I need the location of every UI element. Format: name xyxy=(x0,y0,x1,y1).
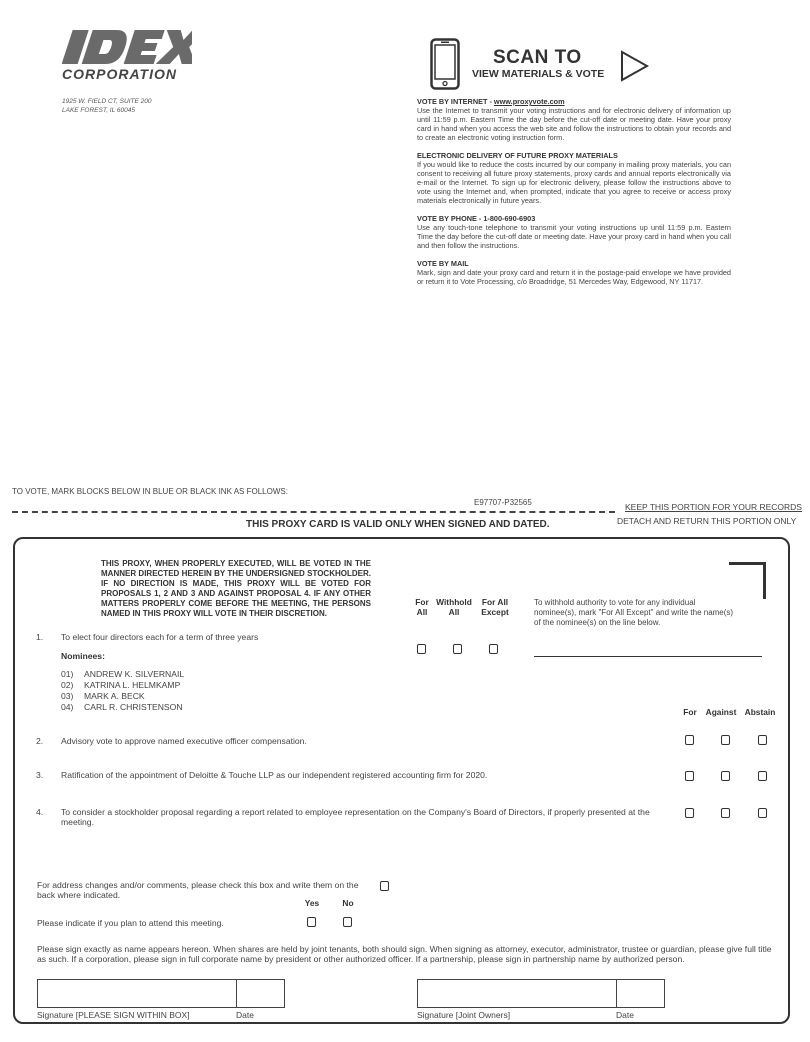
address-line-2: LAKE FOREST, IL 60045 xyxy=(62,107,135,114)
signature-label: Signature [PLEASE SIGN WITHIN BOX] xyxy=(37,1010,190,1020)
attend-yes-checkbox[interactable] xyxy=(307,917,316,927)
joint-date-label: Date xyxy=(616,1010,634,1020)
col-for-all: For All xyxy=(415,597,429,617)
joint-signature-box[interactable] xyxy=(417,979,617,1008)
proposal-2-against-checkbox[interactable] xyxy=(721,735,730,745)
vote-phone-body: Use any touch-tone telephone to transmit your voting instructions up until 11:59 p.m. Eastern Time the day before the cut-off date or meeting date. Have your proxy card in hand when you call and then follow the instructions. xyxy=(417,223,731,250)
col-for: For xyxy=(683,707,697,717)
proposal-2-for-checkbox[interactable] xyxy=(685,735,694,745)
electronic-delivery-body: If you would like to reduce the costs incurred by our company in mailing proxy materials, you can consent to receiving all future proxy statements, proxy cards and annual reports electronically via e-mail or the Internet. To sign up for electronic delivery, please follow the instructions above to vote using the Internet and, when prompted, indicate that you agree to receive or access proxy materials electronically in future years. xyxy=(417,160,731,205)
detach-line xyxy=(12,511,615,513)
joint-date-box[interactable] xyxy=(616,979,665,1008)
address-change-text: For address changes and/or comments, please check this box and write them on the back where indicated. xyxy=(37,880,359,900)
proposal-3-text: Ratification of the appointment of Deloitte & Touche LLP as our independent registered accounting firm for 2020. xyxy=(61,770,488,780)
proposal-1-text: To elect four directors each for a term of three years xyxy=(61,632,259,642)
sign-instructions: Please sign exactly as name appears hereon. When shares are held by joint tenants, both should sign. When signing as attorney, executor, administrator, trustee or guardian, please give full title as such. If a corporation, please sign in full corporate name by president or other authorized officer. If a partnership, please sign in partnership name by authorized person. xyxy=(37,944,772,964)
date-label: Date xyxy=(236,1010,254,1020)
yes-label: Yes xyxy=(304,898,320,908)
proposal-3-against-checkbox[interactable] xyxy=(721,771,730,781)
address-change-checkbox[interactable] xyxy=(380,881,389,891)
col-abstain: Abstain xyxy=(744,707,776,717)
address-line-1: 1925 W. FIELD CT, SUITE 200 xyxy=(62,98,152,105)
proposal-2-number: 2. xyxy=(36,736,44,746)
withhold-note: To withhold authority to vote for any individual nominee(s), mark "For All Except" and write the name(s) of the nominee(s) on the line below. xyxy=(534,598,734,627)
detach-portion-label: DETACH AND RETURN THIS PORTION ONLY xyxy=(617,516,797,526)
valid-notice: THIS PROXY CARD IS VALID ONLY WHEN SIGNED AND DATED. xyxy=(246,519,550,530)
col-against: Against xyxy=(705,707,737,717)
proposal-4-text: To consider a stockholder proposal regarding a report related to employee representation on the Company's Board of Directors, if properly presented at the meeting. xyxy=(61,807,650,827)
proposal-2-abstain-checkbox[interactable] xyxy=(758,735,767,745)
voting-instructions xyxy=(417,97,731,295)
signature-box[interactable] xyxy=(37,979,237,1008)
proxyvote-link[interactable]: www.proxyvote.com xyxy=(493,97,565,106)
for-all-except-checkbox[interactable] xyxy=(489,644,498,654)
list-item: 03) MARK A. BECK xyxy=(61,691,145,701)
vote-internet-heading: VOTE BY INTERNET - www.proxyvote.com xyxy=(417,97,565,106)
keep-portion-label: KEEP THIS PORTION FOR YOUR RECORDS xyxy=(625,502,802,512)
col-for-all-except: For All Except xyxy=(481,597,509,617)
attend-meeting-text: Please indicate if you plan to attend this meeting. xyxy=(37,918,224,928)
scan-title: SCAN TO xyxy=(493,47,582,68)
proxy-statement: THIS PROXY, WHEN PROPERLY EXECUTED, WILL BE VOTED IN THE MANNER DIRECTED HEREIN BY THE UNDERSIGNED STOCKHOLDER. IF NO DIRECTION IS MADE, THIS PROXY WILL BE VOTED FOR PROPOSALS 1, 2 AND 3 AND AGAINST PROPOSAL 4. IF ANY OTHER MATTERS PROPERLY COME BEFORE THE MEETING, THE PERSONS NAMED IN THIS PROXY WILL VOTE IN THEIR DISCRETION. xyxy=(101,559,371,618)
attend-no-checkbox[interactable] xyxy=(343,917,352,927)
date-box[interactable] xyxy=(236,979,285,1008)
corner-mark xyxy=(729,562,766,599)
idex-logo xyxy=(62,26,192,68)
nominee-exception-line[interactable] xyxy=(534,656,762,657)
mark-instructions: TO VOTE, MARK BLOCKS BELOW IN BLUE OR BLACK INK AS FOLLOWS: xyxy=(12,487,288,496)
vote-mail-heading: VOTE BY MAIL xyxy=(417,259,469,268)
list-item: 04) CARL R. CHRISTENSON xyxy=(61,702,183,712)
proposal-3-abstain-checkbox[interactable] xyxy=(758,771,767,781)
proposal-4-abstain-checkbox[interactable] xyxy=(758,808,767,818)
proposal-4-against-checkbox[interactable] xyxy=(721,808,730,818)
electronic-delivery-heading: ELECTRONIC DELIVERY OF FUTURE PROXY MATERIALS xyxy=(417,151,618,160)
for-all-checkbox[interactable] xyxy=(417,644,426,654)
vote-mail-body: Mark, sign and date your proxy card and return it in the postage-paid envelope we have provided or return it to Vote Processing, c/o Broadridge, 51 Mercedes Way, Edgewood, NY 11717. xyxy=(417,268,731,286)
list-item: 02) KATRINA L. HELMKAMP xyxy=(61,680,181,690)
nominee-list xyxy=(61,669,184,713)
vote-internet-body: Use the Internet to transmit your voting instructions and for electronic delivery of information up until 11:59 p.m. Eastern Time the day before the cut-off date or meeting date. Have your proxy card in hand when you access the web site and follow the instructions to obtain your records and to create an electronic voting instruction form. xyxy=(417,106,731,142)
proposal-4-for-checkbox[interactable] xyxy=(685,808,694,818)
control-number: E97707-P32565 xyxy=(474,498,532,507)
proposal-2-text: Advisory vote to approve named executive officer compensation. xyxy=(61,736,307,746)
scan-subtitle: VIEW MATERIALS & VOTE xyxy=(472,68,605,80)
proposal-3-for-checkbox[interactable] xyxy=(685,771,694,781)
no-label: No xyxy=(342,898,354,908)
col-withhold-all: Withhold All xyxy=(436,597,472,617)
joint-signature-label: Signature [Joint Owners] xyxy=(417,1010,511,1020)
proposal-1-number: 1. xyxy=(36,632,44,642)
vote-phone-heading: VOTE BY PHONE - 1-800-690-6903 xyxy=(417,214,536,223)
nominees-label: Nominees: xyxy=(61,651,105,661)
proposal-3-number: 3. xyxy=(36,770,44,780)
company-address xyxy=(62,97,151,115)
list-item: 01) ANDREW K. SILVERNAIL xyxy=(61,669,185,679)
logo-corporation-text: CORPORATION xyxy=(62,66,177,82)
smartphone-icon xyxy=(430,38,460,95)
proposal-4-number: 4. xyxy=(36,807,44,817)
play-arrow-icon xyxy=(620,50,650,87)
withhold-all-checkbox[interactable] xyxy=(453,644,462,654)
